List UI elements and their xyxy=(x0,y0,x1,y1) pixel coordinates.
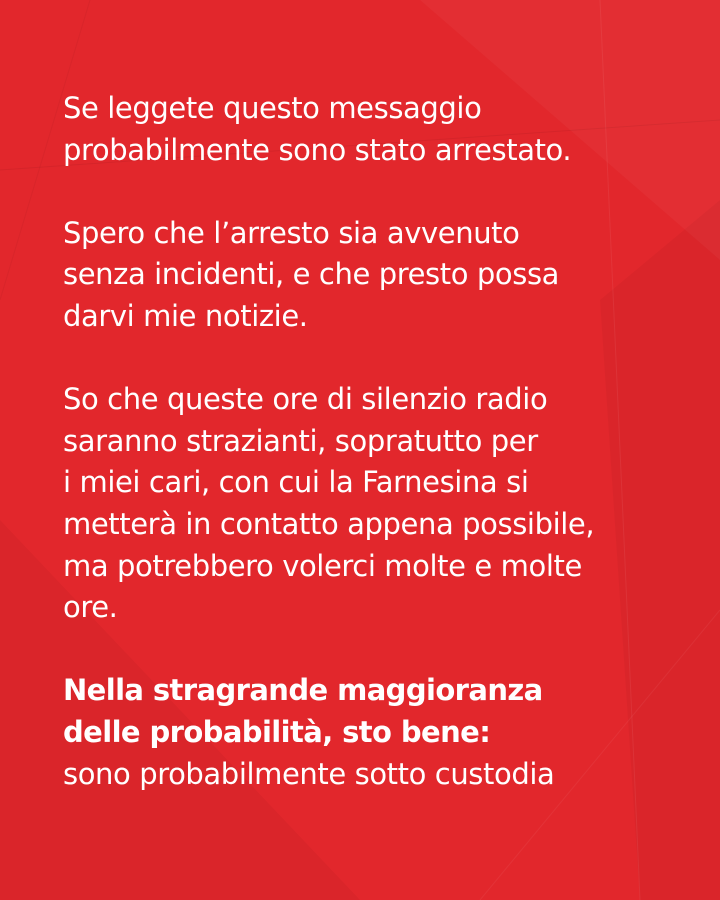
paragraph-3 xyxy=(63,379,703,629)
paragraph-4 xyxy=(63,670,703,795)
text-line: saranno strazianti, sopratutto per xyxy=(63,423,538,458)
text-line: ma potrebbero volerci molte e molte xyxy=(63,548,582,583)
text-line: ore. xyxy=(63,590,118,625)
text-line: Spero che l’arresto sia avvenuto xyxy=(63,215,520,250)
bold-text-line: delle probabilità, sto bene: xyxy=(63,714,491,749)
paragraph-1 xyxy=(63,88,703,171)
text-line: Se leggete questo messaggio xyxy=(63,91,482,125)
text-line: darvi mie notizie. xyxy=(63,298,308,333)
text-line: sono probabilmente sotto custodia xyxy=(63,756,555,791)
text-line: probabilmente sono stato arrestato. xyxy=(63,132,572,167)
paragraph-2 xyxy=(63,213,703,338)
message-text-block xyxy=(63,88,703,795)
text-line: So che queste ore di silenzio radio xyxy=(63,382,548,417)
text-line: i miei cari, con cui la Farnesina si xyxy=(63,465,529,500)
text-line: senza incidenti, e che presto possa xyxy=(63,257,560,292)
text-line: metterà in contatto appena possibile, xyxy=(63,506,595,541)
bold-text-line: Nella stragrande maggioranza xyxy=(63,673,543,708)
